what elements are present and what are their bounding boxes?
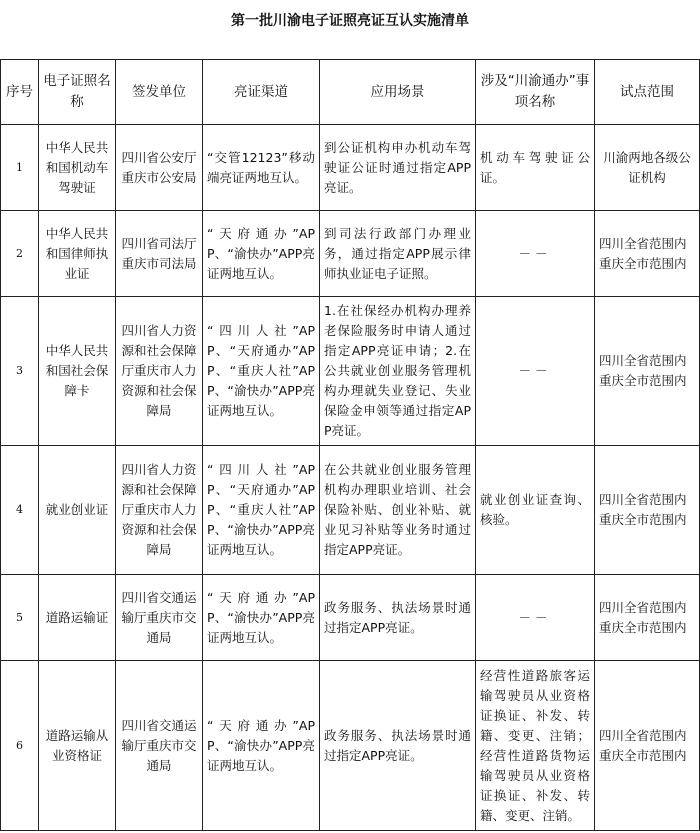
row-scope: 四川全省范围内重庆全市范围内 [595, 297, 700, 446]
row-channel: “交管12123”移动端亮证两地互认。 [203, 125, 320, 211]
row-name: 中华人民共和国律师执业证 [39, 211, 116, 297]
row-name: 就业创业证 [39, 446, 116, 575]
row-channel: “天府通办”APP、“渝快办”APP亮证两地互认。 [203, 211, 320, 297]
row-scene: 到司法行政部门办理业务，通过指定APP展示律师执业证电子证照。 [320, 211, 476, 297]
table-row [1, 575, 700, 661]
row-issuer: 四川省司法厅重庆市司法局 [116, 211, 203, 297]
row-seq: 3 [1, 297, 39, 446]
table-row [1, 297, 700, 446]
row-seq: 4 [1, 446, 39, 575]
row-channel: “四川人社”APP、“天府通办”APP、“重庆人社”APP、“渝快办”APP亮证两地互认。 [203, 297, 320, 446]
table-row [1, 661, 700, 831]
page-title: 第一批川渝电子证照亮证互认实施清单 [231, 13, 469, 29]
row-issuer: 四川省公安厅重庆市公安局 [116, 125, 203, 211]
row-scope: 四川全省范围内重庆全市范围内 [595, 575, 700, 661]
header-channel: 亮证渠道 [203, 60, 320, 125]
row-issuer: 四川省交通运输厅重庆市交通局 [116, 575, 203, 661]
header-row [1, 60, 700, 125]
row-issuer: 四川省交通运输厅重庆市交通局 [116, 661, 203, 831]
row-matter: －－ [476, 211, 595, 297]
row-seq: 5 [1, 575, 39, 661]
row-scope: 四川全省范围内重庆全市范围内 [595, 661, 700, 831]
row-channel: “天府通办”APP、“渝快办”APP亮证两地互认。 [203, 661, 320, 831]
row-scene: 政务服务、执法场景时通过指定APP亮证。 [320, 575, 476, 661]
row-name: 道路运输从业资格证 [39, 661, 116, 831]
row-scene: 1.在社保经办机构办理养老保险服务时申请人通过指定APP亮证申请；2.在公共就业创业服务管理机构办理就失业登记、失业保险金申领等通过指定APP亮证。 [320, 297, 476, 446]
row-scene: 政务服务、执法场景时通过指定APP亮证。 [320, 661, 476, 831]
row-seq: 2 [1, 211, 39, 297]
row-issuer: 四川省人力资源和社会保障厅重庆市人力资源和社会保障局 [116, 297, 203, 446]
row-channel: “天府通办”APP、“渝快办”APP亮证两地互认。 [203, 575, 320, 661]
row-matter: －－ [476, 575, 595, 661]
row-seq: 6 [1, 661, 39, 831]
row-matter: 就业创业证查询、核验。 [476, 446, 595, 575]
row-scope: 四川全省范围内重庆全市范围内 [595, 446, 700, 575]
header-matter: 涉及“川渝通办”事项名称 [476, 60, 595, 125]
header-name: 电子证照名称 [39, 60, 116, 125]
row-issuer: 四川省人力资源和社会保障厅重庆市人力资源和社会保障局 [116, 446, 203, 575]
row-matter: 机动车驾驶证公证。 [476, 125, 595, 211]
table-row [1, 211, 700, 297]
row-matter: 经营性道路旅客运输驾驶员从业资格证换证、补发、转籍、变更、注销；经营性道路货物运输驾驶员从业资格证换证、补发、转籍、变更、注销。 [476, 661, 595, 831]
row-scope: 川渝两地各级公证机构 [595, 125, 700, 211]
table-row [1, 125, 700, 211]
row-seq: 1 [1, 125, 39, 211]
row-name: 道路运输证 [39, 575, 116, 661]
certificate-table [0, 59, 700, 831]
header-scene: 应用场景 [320, 60, 476, 125]
row-name: 中华人民共和国机动车驾驶证 [39, 125, 116, 211]
header-seq: 序号 [1, 60, 39, 125]
table-row [1, 446, 700, 575]
header-issuer: 签发单位 [116, 60, 203, 125]
header-scope: 试点范围 [595, 60, 700, 125]
row-matter: －－ [476, 297, 595, 446]
row-scene: 在公共就业创业服务管理机构办理职业培训、社会保险补贴、创业补贴、就业见习补贴等业务时通过指定APP亮证。 [320, 446, 476, 575]
row-channel: “四川人社”APP、“天府通办”APP、“重庆人社”APP、“渝快办”APP亮证两地互认。 [203, 446, 320, 575]
row-scope: 四川全省范围内重庆全市范围内 [595, 211, 700, 297]
row-scene: 到公证机构申办机动车驾驶证公证时通过指定APP亮证。 [320, 125, 476, 211]
row-name: 中华人民共和国社会保障卡 [39, 297, 116, 446]
